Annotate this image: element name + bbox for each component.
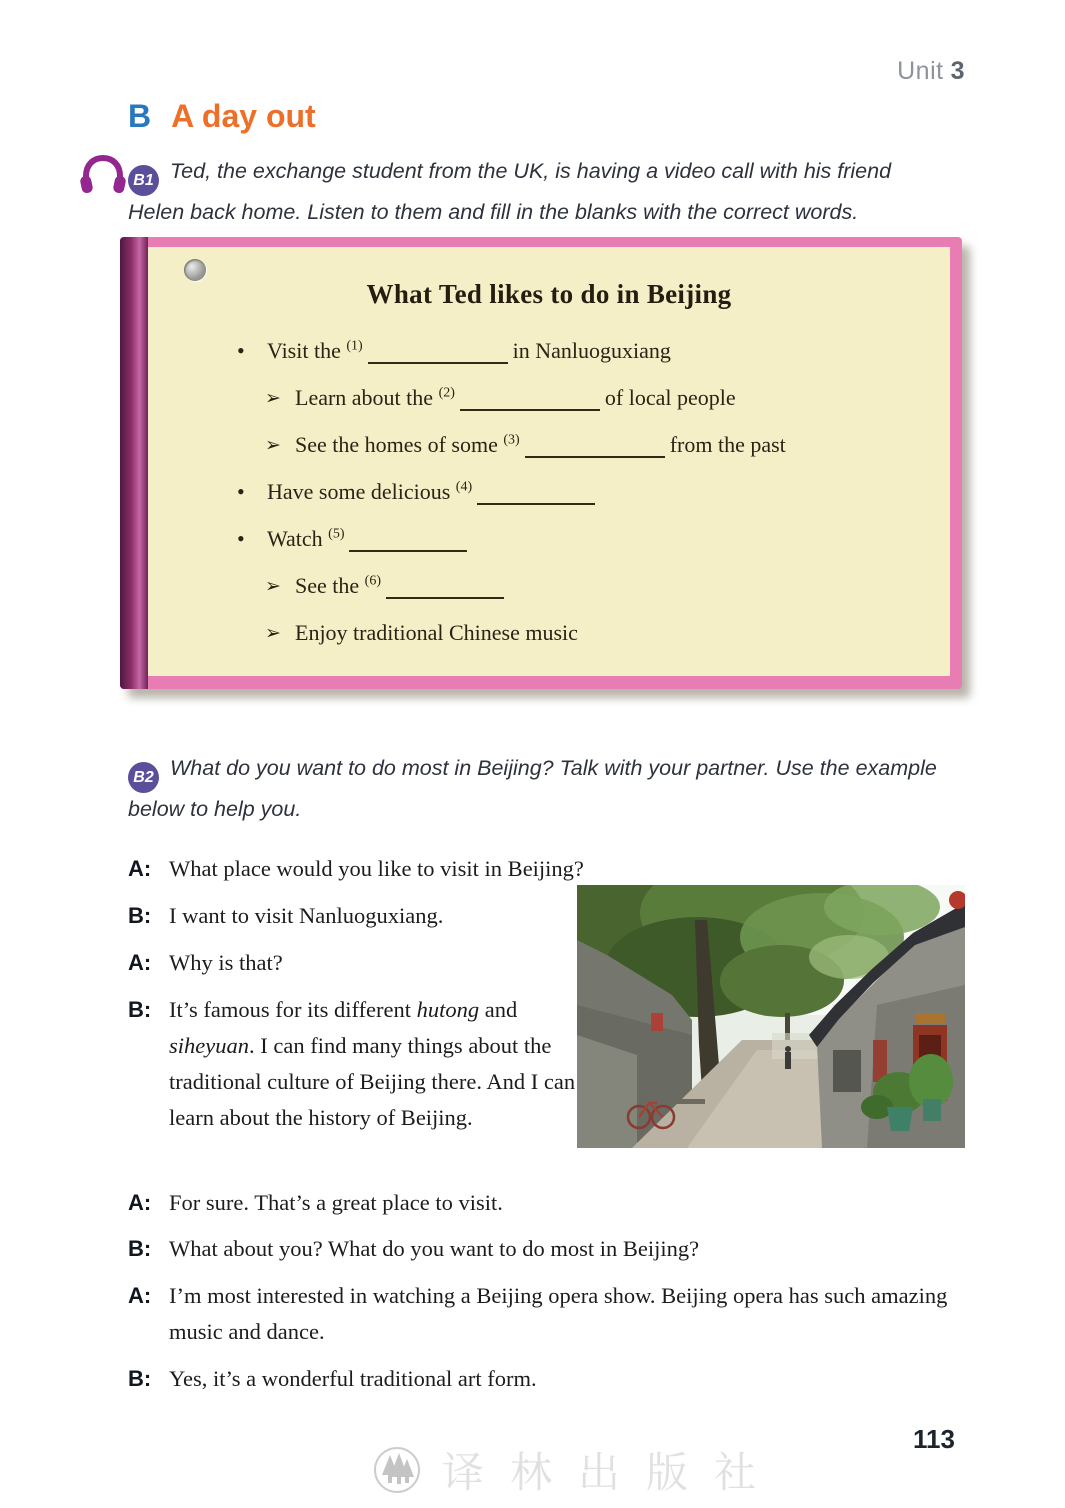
card-item [148,574,950,598]
card-item [148,386,950,410]
section-heading [128,96,316,136]
dialogue-turn [128,1278,964,1350]
card-item-text: See the homes of some $^{(3)}$ from the past [295,432,786,457]
card-item-text: Have some delicious $^{(4)}$ [267,480,600,505]
dialogue-text: Yes, it’s a wonderful traditional art form. [169,1366,537,1391]
unit-label: Unit [897,57,944,85]
headphones-icon [79,152,127,198]
speaker-label: B: [128,1236,152,1261]
card-item-text: Learn about the $^{(2)}$ of local people [295,385,736,410]
blank-number: (5) [328,526,345,542]
fill-in-blank [525,436,665,458]
dialogue-text: What about you? What do you want to do most in Beijing? [169,1236,700,1261]
fill-in-blank [349,530,467,552]
dialogue-text: I’m most interested in watching a Beijing opera show. Beijing opera has such amazing music and dance. [169,1283,948,1344]
speaker-label: A: [128,1190,152,1215]
b2-exercise-instruction [128,752,940,826]
notecard [120,237,962,689]
speaker-label: B: [128,1366,152,1391]
bullet-icon: • [237,479,245,504]
dialogue-turn [128,1185,503,1221]
dialogue-text: For sure. That’s a great place to visit. [169,1190,503,1215]
speaker-label: A: [128,950,152,975]
card-item-text: Visit the $^{(1)}$ in Nanluoguxiang [267,338,671,363]
dialogue-turn [128,992,597,1136]
hole-punch-icon [184,259,206,281]
dialogue-text: I want to visit Nanluoguxiang. [169,903,444,928]
bullet-icon: • [237,338,245,363]
arrow-icon: ➢ [265,622,281,644]
unit-tag [897,57,965,86]
section-title: A day out [171,98,316,134]
publisher-logo-icon [372,1445,422,1495]
card-item [148,621,950,645]
arrow-icon: ➢ [265,387,281,409]
dialogue-text: Why is that? [169,950,283,975]
hutong-street-photo [577,885,965,1148]
card-title: What Ted likes to do in Beijing [366,279,732,309]
card-item-text: Watch $^{(5)}$ [267,527,472,552]
blank-number: (4) [455,479,473,495]
dialogue-turn [128,1231,699,1267]
blank-number: (2) [438,385,455,401]
dialogue-turn [128,898,443,934]
card-spine [120,237,148,689]
b2-instruction-text: What do you want to do most in Beijing? Talk with your partner. Use the example below to help you. [128,756,937,821]
section-letter: B [128,98,152,134]
bullet-icon: • [237,526,245,551]
fill-in-blank [477,483,595,505]
page-number: 113 [913,1424,955,1454]
speaker-label: B: [128,903,152,928]
card-item [148,433,950,457]
speaker-label: A: [128,1283,152,1308]
b1-exercise-instruction [128,155,946,229]
card-item [148,339,950,363]
dialogue-turn [128,851,584,887]
unit-number: 3 [950,57,965,85]
blank-number: (6) [364,573,381,589]
card-item-text: Enjoy traditional Chinese music [295,620,578,645]
blank-number: (1) [346,338,363,354]
card-inner [148,247,950,676]
b1-badge: B1 [128,165,159,196]
speaker-label: B: [128,997,152,1022]
fill-in-blank [460,389,600,411]
publisher-name: 译林出版社 [442,1451,783,1497]
dialogue-text: It’s famous for its different hutong and siheyuan. I can find many things about the traditional culture of Beijing there. And I can learn about the history of Beijing. [169,997,576,1130]
card-item [148,480,950,504]
b2-badge: B2 [128,762,159,793]
fill-in-blank [368,342,508,364]
card-item [148,527,950,551]
speaker-label: A: [128,856,152,881]
dialogue-turn [128,1361,537,1397]
b1-instruction-text: Ted, the exchange student from the UK, is having a video call with his friend Helen back home. Listen to them and fill in the blanks with the correct words. [128,159,892,224]
card-item-list [148,339,950,645]
arrow-icon: ➢ [265,575,281,597]
blank-number: (3) [503,432,520,448]
arrow-icon: ➢ [265,434,281,456]
card-item-text: See the $^{(6)}$ [295,574,509,599]
dialogue-text: What place would you like to visit in Beijing? [169,856,584,881]
dialogue-turn [128,945,283,981]
fill-in-blank [386,577,504,599]
publisher-watermark [372,1440,782,1500]
